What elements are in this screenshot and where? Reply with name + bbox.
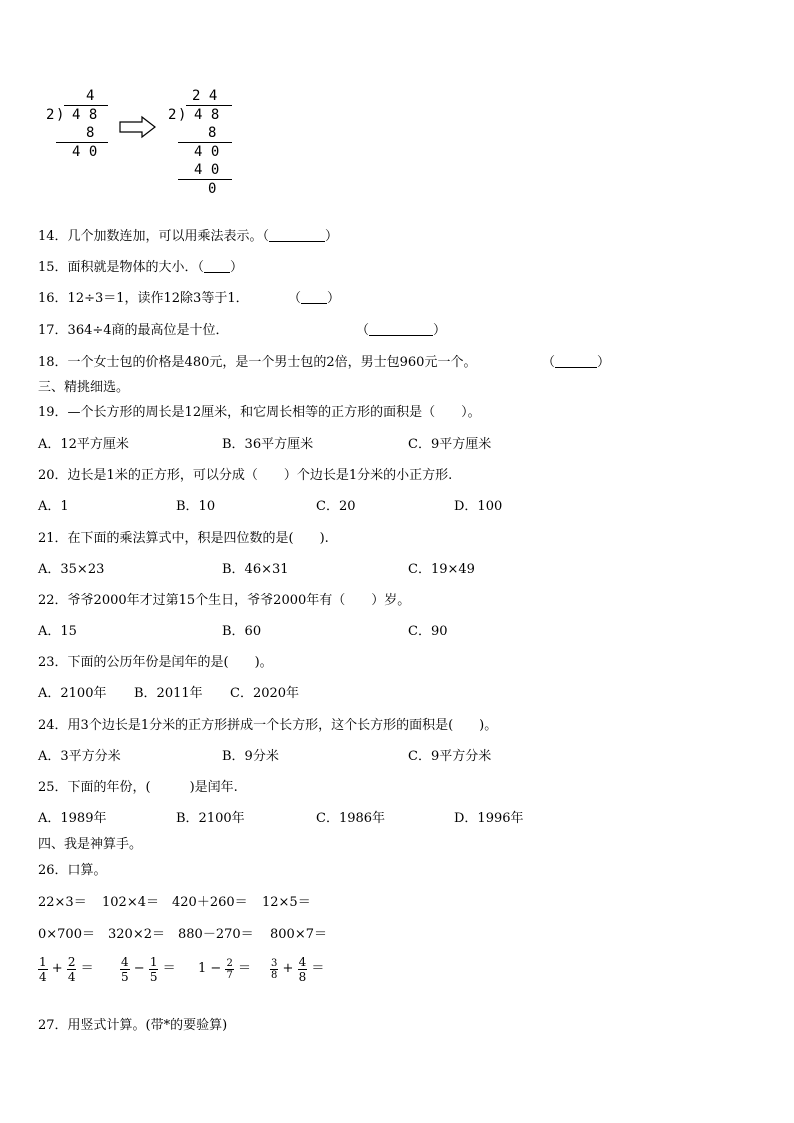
q19-option-a[interactable]: A．12平方厘米 — [38, 437, 129, 452]
question-23: 23．下面的公历年份是闰年的是( )。 — [38, 655, 273, 670]
q20-option-a[interactable]: A．1 — [38, 499, 69, 514]
calc-6: 320×2＝ — [108, 927, 165, 942]
question-18-close: ） — [597, 355, 611, 370]
answer-16 — [288, 291, 340, 307]
div-right-line2 — [178, 179, 232, 180]
fraction-4-b: $\frac{4}{8}$ — [298, 954, 307, 984]
q24-option-a[interactable]: A．3平方分米 — [38, 749, 121, 764]
question-15-close: ） — [230, 260, 244, 275]
div-right-rem2: 0 — [208, 181, 217, 197]
question-14-close: ） — [325, 229, 339, 244]
question-14 — [38, 229, 338, 245]
q22-option-b[interactable]: B．60 — [222, 624, 262, 639]
q25-option-c[interactable]: C．1986年 — [316, 811, 386, 826]
q23-option-c[interactable]: C．2020年 — [230, 686, 300, 701]
div-right-top-bar — [186, 105, 232, 106]
fraction-calc-4: $\frac{3}{8}$ + $\frac{4}{8}$ ＝ — [271, 954, 325, 984]
q19-option-b[interactable]: B．36平方厘米 — [222, 437, 314, 452]
q21-option-a[interactable]: A．35×23 — [38, 562, 105, 577]
q22-option-a[interactable]: A．15 — [38, 624, 77, 639]
calc-5: 0×700＝ — [38, 927, 95, 942]
div-right-divisor: 2 — [168, 107, 177, 123]
calc-4: 12×5＝ — [262, 895, 311, 910]
div-right-paren: ) — [178, 107, 187, 123]
div-left-dividend: 4 8 — [72, 107, 98, 123]
question-16-close: ） — [327, 291, 341, 306]
question-22: 22．爷爷2000年才过第15个生日，爷爷2000年有（ ）岁。 — [38, 593, 411, 608]
div-right-quotient: 2 4 — [192, 88, 218, 104]
answer-blank-14[interactable] — [269, 229, 325, 242]
answer-17 — [356, 323, 446, 339]
div-right-sub1: 8 — [208, 125, 217, 141]
question-19: 19．—个长方形的周长是12厘米，和它周长相等的正方形的面积是（ ）。 — [38, 405, 481, 420]
div-right-rem1: 4 0 — [194, 144, 220, 160]
question-15 — [38, 260, 243, 276]
answer-blank-15[interactable] — [204, 260, 230, 273]
q21-option-c[interactable]: C．19×49 — [408, 562, 475, 577]
question-16 — [38, 291, 249, 307]
section-3-heading: 三、精挑细选。 — [38, 380, 130, 395]
question-17-open: （ — [356, 323, 370, 338]
question-17-close: ） — [433, 323, 447, 338]
q25-option-a[interactable]: A．1989年 — [38, 811, 107, 826]
q20-option-d[interactable]: D．100 — [454, 499, 503, 514]
div-left-line1 — [56, 142, 108, 143]
question-18-text: 18．一个女士包的价格是480元，是一个男士包的2倍，男士包960元一个。 — [38, 355, 477, 370]
div-left-quotient: 4 — [86, 88, 95, 104]
fraction-3-b: $\frac{2}{7}$ — [226, 957, 233, 981]
question-17-text: 17．364÷4商的最高位是十位． — [38, 323, 229, 338]
question-16-text: 16．12÷3＝1，读作12除3等于1． — [38, 291, 249, 306]
div-left-top-bar — [64, 105, 108, 106]
fraction-1-a: $\frac{1}{4}$ — [39, 954, 47, 984]
question-16-open: （ — [288, 291, 302, 306]
q22-option-c[interactable]: C．90 — [408, 624, 448, 639]
right-arrow-icon — [118, 115, 158, 139]
fraction-calc-2: $\frac{4}{5}$ − $\frac{1}{5}$ ＝ — [121, 954, 176, 984]
question-18-open: （ — [542, 355, 556, 370]
div-right-line1 — [178, 142, 232, 143]
question-14-text: 14．几个加数连加，可以用乘法表示。（ — [38, 229, 270, 244]
answer-blank-18[interactable] — [555, 355, 597, 368]
section-4-heading: 四、我是神算手。 — [38, 837, 143, 852]
q25-option-b[interactable]: B．2100年 — [176, 811, 245, 826]
q20-option-b[interactable]: B．10 — [176, 499, 216, 514]
fraction-calc-3: 1 − $\frac{2}{7}$ ＝ — [198, 957, 251, 981]
q25-option-d[interactable]: D．1996年 — [454, 811, 524, 826]
q23-option-b[interactable]: B．2011年 — [134, 686, 203, 701]
q20-option-c[interactable]: C．20 — [316, 499, 356, 514]
calc-7: 880－270＝ — [178, 927, 254, 942]
question-18 — [38, 355, 476, 371]
fraction-2-b: $\frac{1}{5}$ — [149, 954, 158, 984]
div-left-sub1: 8 — [86, 125, 95, 141]
question-24: 24．用3个边长是1分米的正方形拼成一个长方形，这个长方形的面积是( )。 — [38, 718, 498, 733]
question-20: 20．边长是1米的正方形，可以分成（ ）个边长是1分米的小正方形. — [38, 468, 453, 483]
q21-option-b[interactable]: B．46×31 — [222, 562, 289, 577]
div-left-rem1: 4 0 — [72, 144, 98, 160]
calc-1: 22×3＝ — [38, 895, 87, 910]
q24-option-c[interactable]: C．9平方分米 — [408, 749, 492, 764]
calc-2: 102×4＝ — [102, 895, 159, 910]
question-21: 21．在下面的乘法算式中，积是四位数的是( ). — [38, 531, 329, 546]
q19-option-c[interactable]: C．9平方厘米 — [408, 437, 492, 452]
div-right-dividend: 4 8 — [194, 107, 220, 123]
question-27: 27．用竖式计算。(带*的要验算) — [38, 1018, 228, 1033]
answer-blank-17[interactable] — [369, 323, 433, 336]
q24-option-b[interactable]: B．9分米 — [222, 749, 279, 764]
calc-8: 800×7＝ — [270, 927, 327, 942]
q23-option-a[interactable]: A．2100年 — [38, 686, 107, 701]
answer-18 — [542, 355, 610, 371]
answer-blank-16[interactable] — [301, 291, 327, 304]
fraction-2-a: $\frac{4}{5}$ — [121, 954, 129, 984]
fraction-4-a: $\frac{3}{8}$ — [271, 957, 278, 981]
div-right-sub2: 4 0 — [194, 162, 220, 178]
question-25: 25．下面的年份，( )是闰年. — [38, 780, 238, 795]
div-left-paren: ) — [56, 107, 65, 123]
question-15-text: 15．面积就是物体的大小．（ — [38, 260, 205, 275]
fraction-1-b: $\frac{2}{4}$ — [67, 954, 76, 984]
calc-3: 420＋260＝ — [172, 895, 248, 910]
div-left-divisor: 2 — [46, 107, 55, 123]
question-26: 26．口算。 — [38, 863, 107, 878]
question-17 — [38, 323, 229, 339]
fraction-calc-1: $\frac{1}{4}$ + $\frac{2}{4}$ ＝ — [39, 954, 94, 984]
